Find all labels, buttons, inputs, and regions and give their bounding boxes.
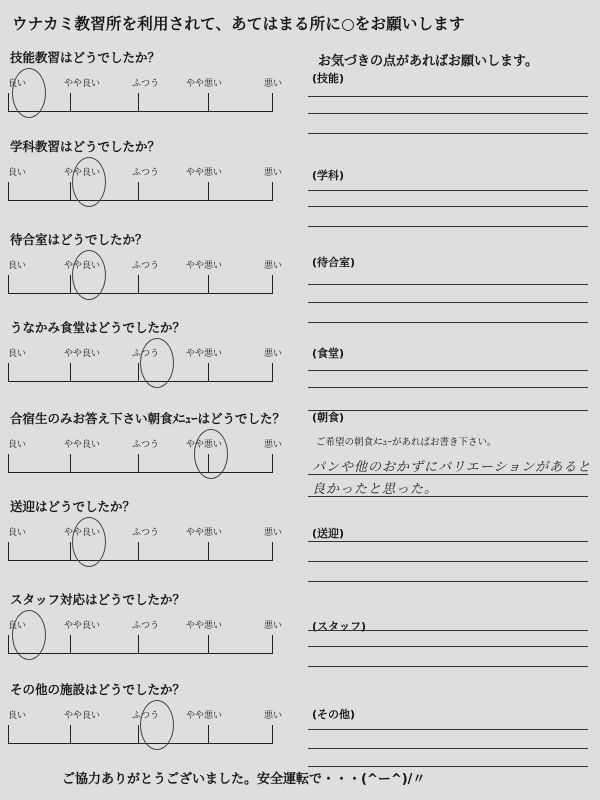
rating-tick bbox=[8, 454, 9, 473]
comment-line[interactable] bbox=[308, 206, 588, 207]
rating-scale bbox=[8, 76, 283, 116]
rating-tick bbox=[70, 275, 71, 294]
rating-tick bbox=[138, 542, 139, 561]
rating-tick bbox=[272, 275, 273, 294]
rating-option-label[interactable]: ふつう bbox=[132, 711, 160, 721]
rating-tick bbox=[70, 725, 71, 744]
rating-tick bbox=[272, 93, 273, 112]
rating-scale bbox=[8, 437, 283, 477]
rating-tick bbox=[70, 182, 71, 201]
comment-label: (技能) bbox=[312, 72, 345, 85]
rating-option-label[interactable]: やや悪い bbox=[186, 440, 223, 450]
comment-line[interactable] bbox=[308, 302, 588, 303]
question-title: うなかみ食堂はどうでしたか？ bbox=[10, 320, 186, 335]
comment-label: (送迎) bbox=[312, 527, 345, 540]
breakfast-hint: ご希望の朝食ﾒﾆｭｰがあればお書き下さい。 bbox=[316, 437, 497, 448]
rating-option-label[interactable]: ふつう bbox=[132, 528, 160, 538]
rating-option-label[interactable]: 良い bbox=[8, 621, 27, 631]
rating-tick bbox=[138, 363, 139, 382]
comment-label: (その他) bbox=[312, 708, 356, 721]
rating-tick bbox=[208, 454, 209, 473]
rating-option-label[interactable]: 悪い bbox=[264, 79, 283, 89]
comment-line[interactable] bbox=[308, 410, 588, 411]
rating-tick bbox=[208, 635, 209, 654]
rating-option-label[interactable]: 悪い bbox=[264, 440, 283, 450]
rating-option-label[interactable]: ふつう bbox=[132, 168, 160, 178]
rating-tick bbox=[208, 542, 209, 561]
rating-tick bbox=[8, 363, 9, 382]
rating-option-label[interactable]: やや悪い bbox=[186, 349, 223, 359]
rating-option-label[interactable]: 悪い bbox=[264, 168, 283, 178]
comment-line[interactable] bbox=[308, 387, 588, 388]
rating-tick bbox=[138, 182, 139, 201]
rating-tick bbox=[8, 542, 9, 561]
rating-option-label[interactable]: やや悪い bbox=[186, 168, 223, 178]
rating-tick bbox=[272, 454, 273, 473]
rating-scale bbox=[8, 525, 283, 565]
comment-label: (スタッフ) bbox=[312, 620, 367, 633]
rating-option-label[interactable]: 良い bbox=[8, 349, 27, 359]
rating-tick bbox=[8, 635, 9, 654]
comment-line[interactable] bbox=[308, 541, 588, 542]
question-title: スタッフ対応はどうでしたか？ bbox=[10, 592, 186, 607]
comment-line[interactable] bbox=[308, 581, 588, 582]
comment-line[interactable] bbox=[308, 370, 588, 371]
rating-tick bbox=[272, 182, 273, 201]
question-title: 待合室はどうでしたか？ bbox=[10, 232, 148, 247]
rating-tick bbox=[208, 93, 209, 112]
rating-option-label[interactable]: ふつう bbox=[132, 349, 160, 359]
rating-option-label[interactable]: ふつう bbox=[132, 621, 160, 631]
rating-tick bbox=[138, 725, 139, 744]
rating-tick bbox=[70, 454, 71, 473]
handwritten-comment-line-2: 良かったと思った。 bbox=[312, 482, 439, 497]
rating-tick bbox=[138, 635, 139, 654]
rating-option-label[interactable]: やや良い bbox=[64, 711, 101, 721]
rating-tick bbox=[272, 635, 273, 654]
rating-scale bbox=[8, 346, 283, 386]
rating-tick bbox=[208, 363, 209, 382]
rating-tick bbox=[272, 542, 273, 561]
rating-option-label[interactable]: 悪い bbox=[264, 621, 283, 631]
comment-label: (待合室) bbox=[312, 256, 356, 269]
question-title: 送迎はどうでしたか？ bbox=[10, 499, 136, 514]
rating-option-label[interactable]: 良い bbox=[8, 79, 27, 89]
rating-tick bbox=[70, 93, 71, 112]
rating-tick bbox=[138, 93, 139, 112]
rating-option-label[interactable]: ふつう bbox=[132, 261, 160, 271]
page-title: ウナカミ教習所を利用されて、あてはまる所に○をお願いします bbox=[12, 15, 465, 33]
comment-line[interactable] bbox=[308, 748, 588, 749]
comment-line[interactable] bbox=[308, 113, 588, 114]
rating-option-label[interactable]: やや悪い bbox=[186, 79, 223, 89]
rating-tick bbox=[138, 275, 139, 294]
rating-tick bbox=[8, 93, 9, 112]
handwritten-comment-line-1: パンや他のおかずにバリエーションがあると bbox=[312, 460, 592, 475]
rating-option-label[interactable]: 悪い bbox=[264, 528, 283, 538]
comment-line[interactable] bbox=[308, 190, 588, 191]
comment-line[interactable] bbox=[308, 646, 588, 647]
rating-option-label[interactable]: 良い bbox=[8, 711, 27, 721]
rating-option-label[interactable]: 悪い bbox=[264, 349, 283, 359]
rating-baseline bbox=[8, 560, 272, 561]
question-title: 技能教習はどうでしたか？ bbox=[10, 50, 161, 65]
rating-tick bbox=[272, 725, 273, 744]
rating-scale bbox=[8, 165, 283, 205]
rating-option-label[interactable]: やや良い bbox=[64, 261, 101, 271]
rating-baseline bbox=[8, 653, 272, 654]
comment-line[interactable] bbox=[308, 766, 588, 767]
rating-baseline bbox=[8, 293, 272, 294]
rating-option-label[interactable]: やや良い bbox=[64, 349, 101, 359]
rating-scale bbox=[8, 708, 283, 748]
comment-line[interactable] bbox=[308, 666, 588, 667]
rating-option-label[interactable]: やや悪い bbox=[186, 711, 223, 721]
rating-baseline bbox=[8, 743, 272, 744]
question-title: その他の施設はどうでしたか？ bbox=[10, 682, 186, 697]
comment-label: (学科) bbox=[312, 169, 345, 182]
rating-option-label[interactable]: やや悪い bbox=[186, 621, 223, 631]
comment-line[interactable] bbox=[308, 284, 588, 285]
rating-option-label[interactable]: やや悪い bbox=[186, 528, 223, 538]
comment-line[interactable] bbox=[308, 561, 588, 562]
rating-tick bbox=[8, 182, 9, 201]
rating-option-label[interactable]: 良い bbox=[8, 440, 27, 450]
rating-tick bbox=[70, 635, 71, 654]
rating-tick bbox=[208, 275, 209, 294]
rating-tick bbox=[138, 454, 139, 473]
rating-option-label[interactable]: やや良い bbox=[64, 528, 101, 538]
rating-option-label[interactable]: 悪い bbox=[264, 261, 283, 271]
question-title: 学科教習はどうでしたか？ bbox=[10, 139, 161, 154]
comment-label: (食堂) bbox=[312, 347, 345, 360]
rating-tick bbox=[8, 725, 9, 744]
rating-option-label[interactable]: やや良い bbox=[64, 440, 101, 450]
footer-message: ご協力ありがとうございました。安全運転で・・・(^ー^)/〃 bbox=[62, 772, 426, 787]
rating-option-label[interactable]: 良い bbox=[8, 528, 27, 538]
rating-tick bbox=[208, 725, 209, 744]
comment-line[interactable] bbox=[308, 133, 588, 134]
rating-option-label[interactable]: ふつう bbox=[132, 79, 160, 89]
question-title: 合宿生のみお答え下さい朝食ﾒﾆｭｰはどうでした？ bbox=[10, 411, 286, 426]
rating-baseline bbox=[8, 111, 272, 112]
rating-option-label[interactable]: 良い bbox=[8, 261, 27, 271]
comment-line[interactable] bbox=[308, 729, 588, 730]
rating-baseline bbox=[8, 472, 272, 473]
rating-tick bbox=[272, 363, 273, 382]
rating-baseline bbox=[8, 200, 272, 201]
rating-baseline bbox=[8, 381, 272, 382]
comment-line[interactable] bbox=[308, 226, 588, 227]
rating-scale bbox=[8, 258, 283, 298]
rating-tick bbox=[70, 542, 71, 561]
rating-tick bbox=[70, 363, 71, 382]
rating-option-label[interactable]: やや悪い bbox=[186, 261, 223, 271]
rating-option-label[interactable]: 良い bbox=[8, 168, 27, 178]
rating-option-label[interactable]: やや良い bbox=[64, 168, 101, 178]
comment-label: (朝食) bbox=[312, 411, 345, 424]
comment-line[interactable] bbox=[308, 96, 588, 97]
rating-option-label[interactable]: やや良い bbox=[64, 621, 101, 631]
comment-line[interactable] bbox=[308, 322, 588, 323]
rating-option-label[interactable]: 悪い bbox=[264, 711, 283, 721]
comment-line[interactable] bbox=[308, 630, 588, 631]
rating-tick bbox=[208, 182, 209, 201]
rating-option-label[interactable]: ふつう bbox=[132, 440, 160, 450]
comments-prompt: お気づきの点があればお願いします。 bbox=[318, 54, 538, 69]
rating-option-label[interactable]: やや良い bbox=[64, 79, 101, 89]
rating-tick bbox=[8, 275, 9, 294]
rating-scale bbox=[8, 618, 283, 658]
